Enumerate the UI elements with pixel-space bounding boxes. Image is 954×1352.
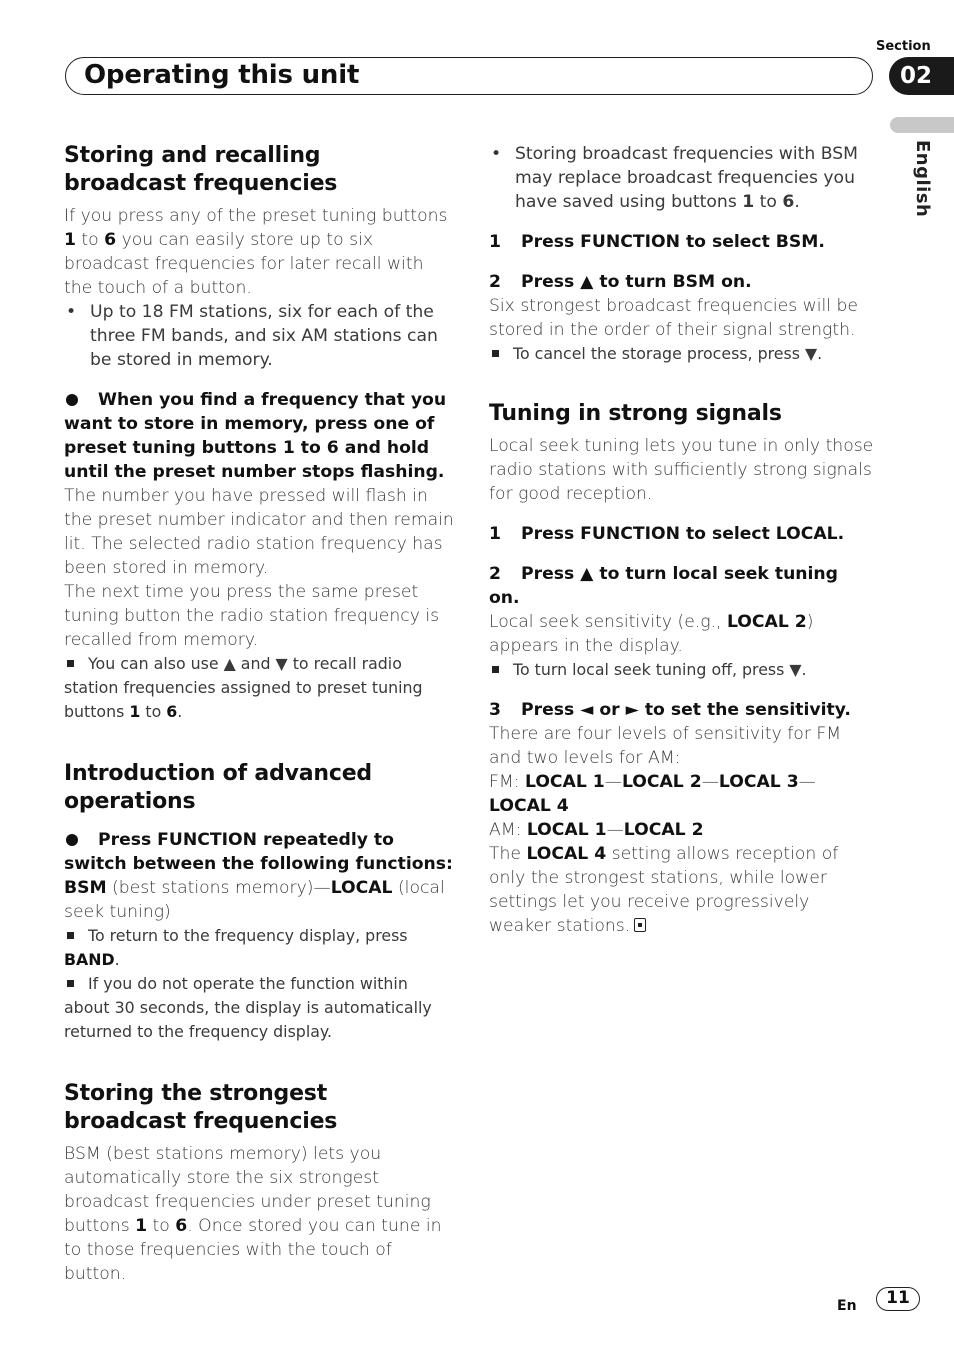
step-local-on: 2 Press ▲ to turn local seek tuning on. — [489, 564, 838, 608]
heading-storing-strongest: Storing the strongest broadcast frequencies — [64, 1081, 338, 1134]
bsm-store-paragraph: Six strongest broadcast frequencies will be stored in the order of their signal strength. — [489, 296, 858, 340]
step-select-bsm: 1 Press FUNCTION to select BSM. — [489, 232, 825, 252]
note-timeout: If you do not operate the function within about 30 seconds, the display is automatically returned to the frequency display. — [64, 974, 432, 1041]
fm-levels-line: FM: LOCAL 1—LOCAL 2—LOCAL 3—LOCAL 4 — [489, 772, 816, 816]
sensitivity-levels-paragraph: There are four levels of sensitivity for FM and two levels for AM: — [489, 724, 842, 768]
left-column — [64, 142, 456, 1286]
local-sensitivity-paragraph: Local seek sensitivity (e.g., LOCAL 2) appears in the display. — [489, 612, 814, 656]
note-square-icon — [67, 932, 74, 939]
page-number: 11 — [876, 1287, 920, 1311]
note-cancel-storage: To cancel the storage process, press ▼. — [489, 342, 874, 366]
section-label: Section — [876, 39, 931, 54]
bullet-dot: • — [66, 302, 77, 322]
note-square-icon — [67, 980, 74, 987]
language-label: English — [912, 140, 933, 218]
intro-paragraph: If you press any of the preset tuning buttons 1 to 6 you can easily store up to six broadcast frequencies for later recall with the touch of a button. — [64, 206, 448, 298]
footer-language-code: En — [837, 1298, 857, 1314]
note-square-icon — [492, 666, 499, 673]
page-title: Operating this unit — [84, 60, 360, 90]
bullet-bsm-replace: • Storing broadcast frequencies with BSM may replace broadcast frequencies you have saved using buttons 1 to 6. — [491, 144, 858, 212]
bullet-dot: • — [491, 144, 502, 164]
step-press-function: Press FUNCTION repeatedly to switch between the following functions: — [64, 830, 453, 874]
note-return-display: To return to the frequency display, press BAND. — [64, 926, 408, 969]
bsm-paragraph: BSM (best stations memory) lets you automatically store the six strongest broadcast frequencies under preset tuning buttons 1 to 6. Once stored you can tune in to those frequencies with the touch of button. — [64, 1144, 442, 1284]
section-number-badge: 02 — [889, 57, 954, 95]
functions-line: BSM (best stations memory)—LOCAL (local seek tuning) — [64, 878, 445, 922]
local4-paragraph: The LOCAL 4 setting allows reception of only the strongest stations, while lower settings let you receive progressively weaker stations. — [489, 844, 839, 936]
step-set-sensitivity: 3 Press ◄ or ► to set the sensitivity. — [489, 700, 851, 720]
end-of-section-icon — [634, 918, 646, 932]
paragraph-recall: The next time you press the same preset tuning button the radio station frequency is recalled from memory. — [64, 582, 440, 650]
am-levels-line: AM: LOCAL 1—LOCAL 2 — [489, 820, 704, 840]
note-local-off: To turn local seek tuning off, press ▼. — [489, 658, 874, 682]
heading-advanced-operations: Introduction of advanced operations — [64, 761, 372, 814]
step-bsm-on: 2 Press ▲ to turn BSM on. — [489, 272, 752, 292]
heading-storing-recalling: Storing and recalling broadcast frequencies — [64, 143, 338, 196]
paragraph-flash: The number you have pressed will flash in the preset number indicator and then remain lit. The selected radio station frequency has been stored in memory. — [64, 486, 454, 578]
step-dot-icon — [66, 834, 78, 846]
local-seek-intro: Local seek tuning lets you tune in only those radio stations with sufficiently strong signals for good reception. — [489, 436, 874, 504]
note-square-icon — [492, 350, 499, 357]
step-dot-icon — [66, 394, 78, 406]
language-tab — [890, 117, 954, 133]
step-store-frequency: When you find a frequency that you want to store in memory, press one of preset tuning buttons 1 to 6 and hold until the preset number stops flashing. — [64, 390, 447, 482]
step-select-local: 1 Press FUNCTION to select LOCAL. — [489, 524, 845, 544]
right-column — [489, 142, 874, 938]
note-square-icon — [67, 660, 74, 667]
heading-strong-signals: Tuning in strong signals — [489, 401, 782, 426]
note-recall-buttons: You can also use ▲ and ▼ to recall radio station frequencies assigned to preset tuning buttons 1 to 6. — [64, 654, 423, 721]
bullet-fm-stations: • Up to 18 FM stations, six for each of the three FM bands, and six AM stations can be stored in memory. — [66, 302, 438, 370]
